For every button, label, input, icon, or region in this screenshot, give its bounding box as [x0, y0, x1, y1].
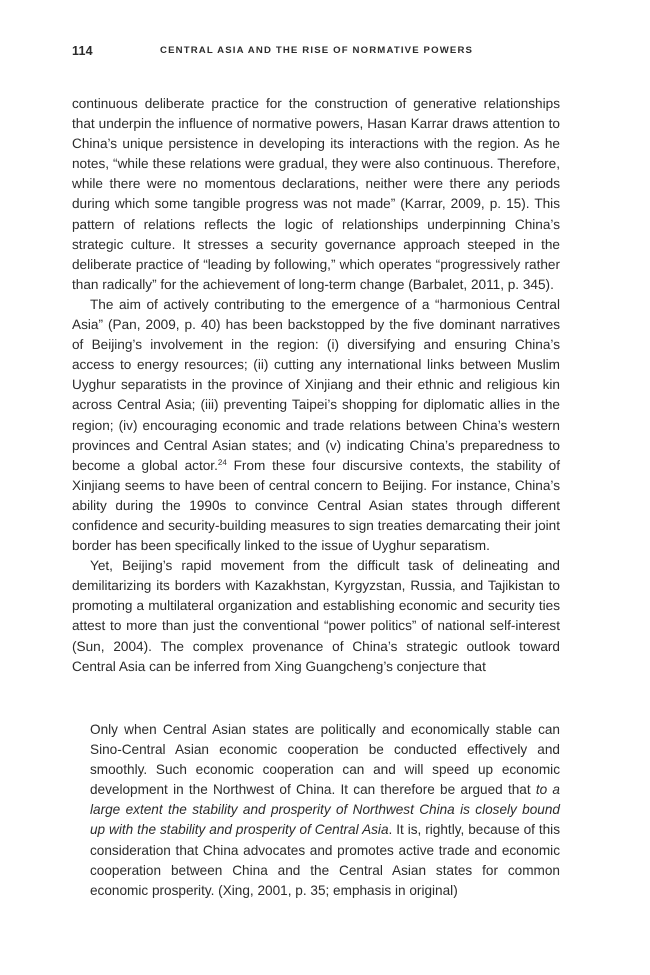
- footnote-reference: 24: [217, 457, 227, 467]
- running-head: CENTRAL ASIA AND THE RISE OF NORMATIVE POWERS: [160, 45, 474, 56]
- page-number: 114: [72, 44, 93, 58]
- block-quote-text-b: . It is, rightly, because of this consideration that China advocates and promotes active trade and economic cooperation between China and the Central Asian states for common economic prosperity. (Xing, 2001, p. 35; emphasis in original): [90, 822, 560, 898]
- paragraph-2-text-a: The aim of actively contributing to the emergence of a “harmonious Central Asia” (Pan, 2009, p. 40) has been backstopped by the five dominant narratives of Beijing’s involvement in the region: (i) diversifying and ensuring China’s access to energy resources; (ii) cutting any international links between Muslim Uyghur separatists in the province of Xinjiang and their ethnic and religious kin across Central Asia; (iii) preventing Taipei’s shopping for diplomatic allies in the region; (iv) encouraging economic and trade relations between China’s western provinces and Central Asian states; and (v) indicating China’s preparedness to become a global actor.: [72, 296, 560, 473]
- block-quote-emphasis: to a large extent the stability and prosperity of Northwest China is closely bound up with the stability and prosperity of Central Asia: [90, 782, 560, 838]
- paragraph-2-text-b: From these four discursive contexts, the stability of Xinjiang seems to have been of central concern to Beijing. For instance, China’s ability during the 1990s to convince Central Asian states through different confidence and security-building measures to sign treaties demarcating their joint border has been specifically linked to the issue of Uyghur separatism.: [72, 457, 561, 554]
- block-quote-paragraph: [90, 720, 560, 901]
- paragraph-1: continuous deliberate practice for the construction of generative relationships that underpin the influence of normative powers, Hasan Karrar draws attention to China’s unique persistence in developing its interactions with the region. As he notes, “while these relations were gradual, they were also continuous. Therefore, while there were no momentous declarations, neither were there any periods during which some tangible progress was not made” (Karrar, 2009, p. 15). This pattern of relations reflects the logic of relationships underpinning China’s strategic culture. It stresses a security governance approach steeped in the deliberate practice of “leading by following,” which operates “progressively rather than radically” for the achievement of long-term change (Barbalet, 2011, p. 345).: [72, 96, 560, 292]
- block-quote-text-a: Only when Central Asian states are politically and economically stable can Sino-Central Asian economic cooperation be conducted effectively and smoothly. Such economic cooperation can and will speed up economic development in the Northwest of China. It can therefore be argued that: [90, 722, 560, 798]
- paragraph-2: [72, 295, 560, 556]
- page-header: [72, 44, 572, 62]
- paragraph-3: Yet, Beijing’s rapid movement from the difficult task of delineating and demilitarizing its borders with Kazakhstan, Kyrgyzstan, Russia, and Tajikistan to promoting a multilateral organization and establishing economic and security ties attest to more than just the conventional “power politics” of national self-interest (Sun, 2004). The complex provenance of China’s strategic outlook toward Central Asia can be inferred from Xing Guangcheng’s conjecture that: [72, 558, 560, 674]
- body-text: [72, 94, 560, 677]
- block-quote: [90, 720, 560, 901]
